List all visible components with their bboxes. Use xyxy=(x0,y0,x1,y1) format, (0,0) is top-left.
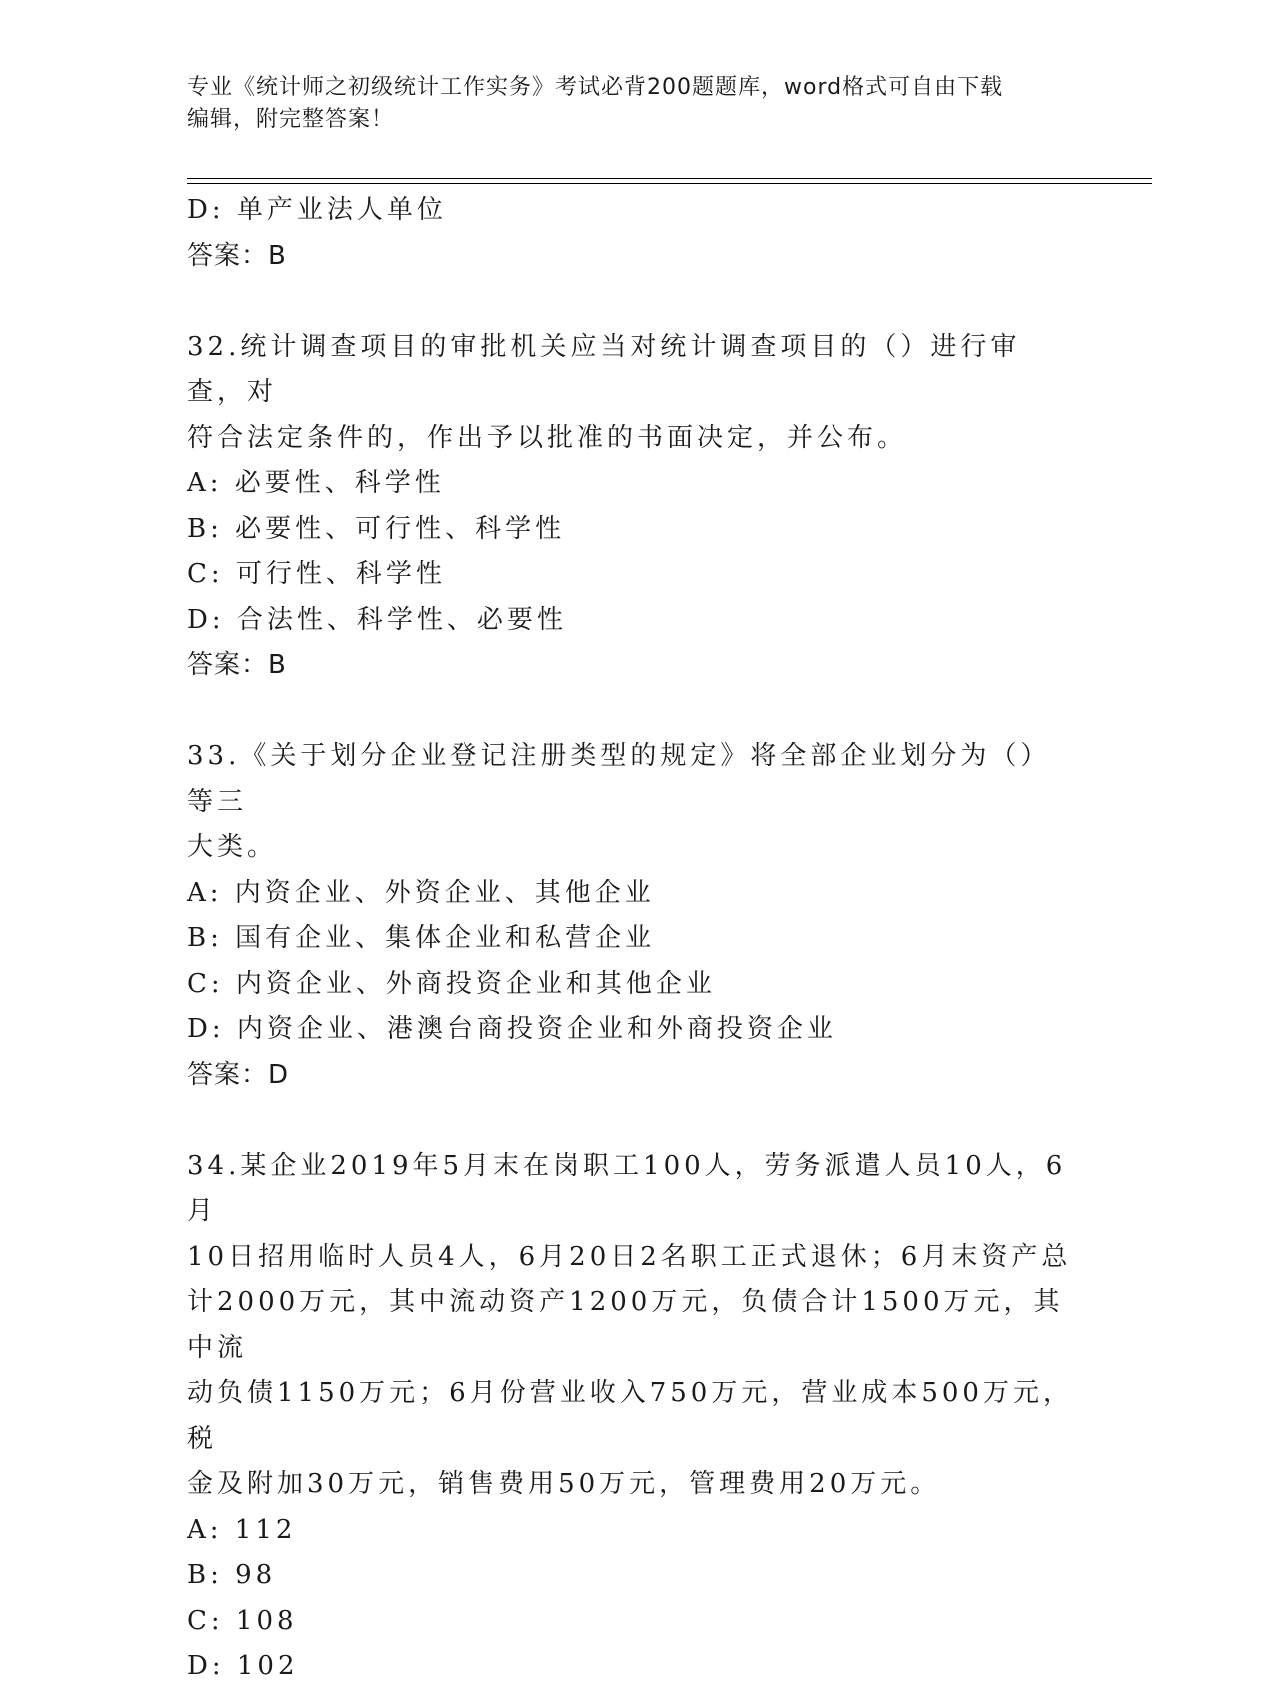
q33-question-line-2: 大类。 xyxy=(187,832,278,862)
spacer xyxy=(187,279,1077,325)
spacer xyxy=(187,1098,1077,1144)
header-divider-bottom xyxy=(187,183,1152,184)
q32-question-line-1: 32.统计调查项目的审批机关应当对统计调查项目的（）进行审查，对 xyxy=(187,331,1021,407)
q32-option-c: C: 可行性、科学性 xyxy=(187,559,446,589)
q32-answer: 答案：B xyxy=(187,650,287,680)
q33-option-a: A: 内资企业、外资企业、其他企业 xyxy=(187,877,655,908)
q34-option-d: D: 102 xyxy=(187,1651,299,1681)
q34-question-line-2: 10日招用临时人员4人，6月20日2名职工正式退休；6月末资产总 xyxy=(187,1241,1072,1272)
q34-option-c: C: 108 xyxy=(187,1605,298,1636)
document-header xyxy=(187,72,1087,136)
q32-question xyxy=(187,325,1077,462)
q33-option-c: C: 内资企业、外商投资企业和其他企业 xyxy=(187,968,716,999)
q34-question xyxy=(187,1144,1077,1508)
q33-option-b: B: 国有企业、集体企业和私营企业 xyxy=(187,923,656,953)
q31-option-d: D: 单产业法人单位 xyxy=(187,195,447,225)
q31-answer: 答案：B xyxy=(187,240,287,271)
q32-question-line-2: 符合法定条件的，作出予以批准的书面决定，并公布。 xyxy=(187,422,908,453)
q34-question-line-3: 计2000万元，其中流动资产1200万元，负债合计1500万元，其中流 xyxy=(187,1287,1064,1363)
header-divider-top xyxy=(187,178,1152,179)
q32-option-a: A: 必要性、科学性 xyxy=(187,468,445,498)
header-line-2: 编辑，附完整答案！ xyxy=(187,107,395,132)
q33-question xyxy=(187,734,1077,871)
q34-question-line-5: 金及附加30万元，销售费用50万元，管理费用20万元。 xyxy=(187,1469,941,1499)
header-line-1: 专业《统计师之初级统计工作实务》考试必背200题题库，word格式可自由下载 xyxy=(187,75,1004,100)
document-body xyxy=(187,188,1077,1690)
q33-question-line-1: 33.《关于划分企业登记注册类型的规定》将全部企业划分为（）等三 xyxy=(187,741,1051,817)
q32-option-d: D: 合法性、科学性、必要性 xyxy=(187,604,567,635)
q33-answer: 答案：D xyxy=(187,1059,290,1090)
q34-question-line-4: 动负债1150万元；6月份营业收入750万元，营业成本500万元，税 xyxy=(187,1378,1073,1454)
q32-option-b: B: 必要性、可行性、科学性 xyxy=(187,513,566,544)
q33-option-d: D: 内资企业、港澳台商投资企业和外商投资企业 xyxy=(187,1014,837,1044)
q34-question-line-1: 34.某企业2019年5月末在岗职工100人，劳务派遣人员10人，6月 xyxy=(187,1150,1067,1226)
spacer xyxy=(187,689,1077,735)
q34-option-b: B: 98 xyxy=(187,1560,277,1590)
q34-option-a: A: 112 xyxy=(187,1514,297,1545)
